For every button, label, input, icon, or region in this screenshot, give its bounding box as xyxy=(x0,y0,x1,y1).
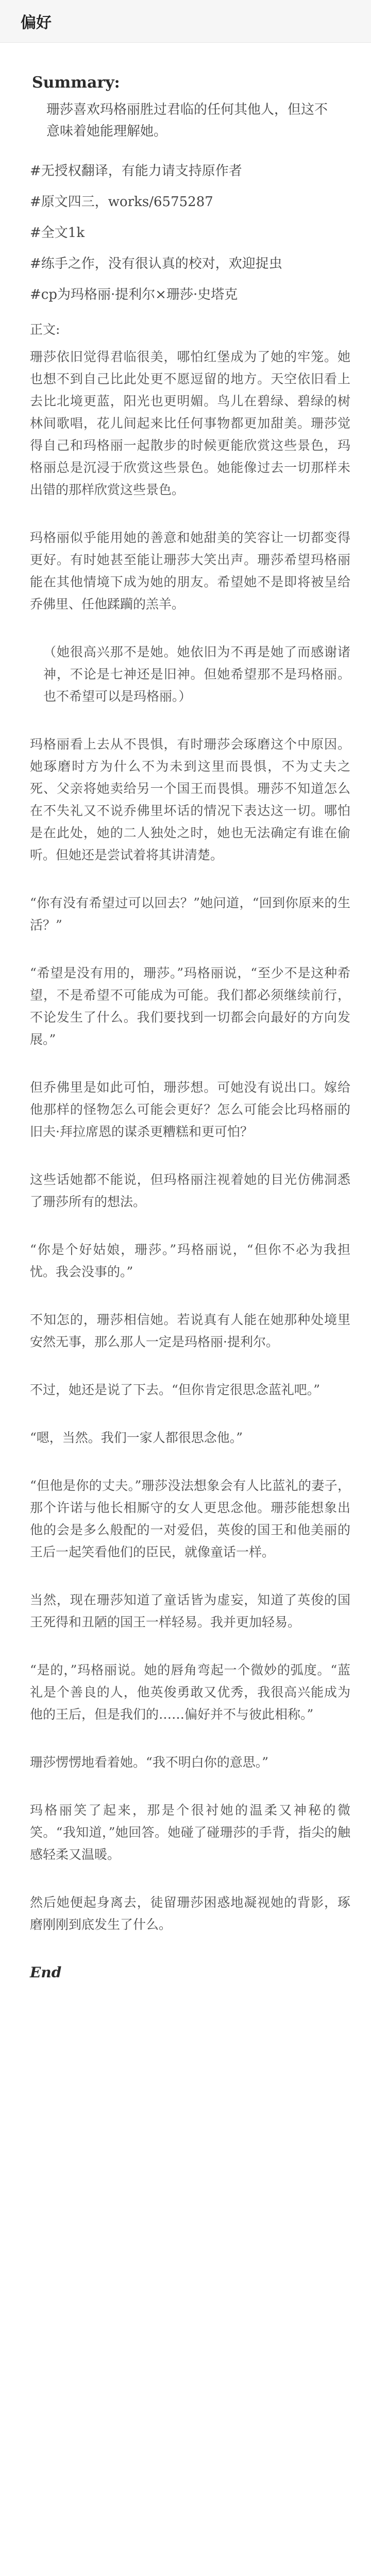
paragraph: 玛格丽看上去从不畏惧，有时珊莎会琢磨这个中原因。她琢磨时方为什么不为未到这里而畏惧，不为丈夫之死、父亲将她卖给另一个国王而畏惧。珊莎不知道怎么在不失礼又不说乔佛里坏话的情况下表达这一切。哪怕是在此处，她的二人独处之时，她也无法确定有谁在偷听。但她还是尝试着将其讲清楚。 xyxy=(30,737,350,862)
paragraph: “是的，”玛格丽说。她的唇角弯起一个微妙的弧度。“蓝礼是个善良的人，他英俊勇敢又优秀，我很高兴能成为他的王后，但是我们的……偏好并不与彼此相称。” xyxy=(30,1663,350,1722)
paragraph: 但乔佛里是如此可怕，珊莎想。可她没有说出口。嫁给他那样的怪物怎么可能会更好？怎么可能会比玛格丽的旧夫·拜拉席恩的谋杀更糟糕和更可怕？ xyxy=(30,1080,350,1139)
page-title: 偏好 xyxy=(21,14,52,32)
summary-text: 珊莎喜欢玛格丽胜过君临的任何其他人，但这不意味着她能理解她。 xyxy=(46,102,328,139)
paragraph: 当然，现在珊莎知道了童话皆为虚妄，知道了英俊的国王死得和丑陋的国王一样轻易。我并更加轻易。 xyxy=(30,1592,350,1630)
note-line: #原文四三，works/6575287 xyxy=(30,194,213,210)
article xyxy=(0,74,371,1984)
paragraph: “嗯，当然。我们一家人都很思念他。” xyxy=(30,1430,243,1445)
end-marker: End xyxy=(30,1964,62,1981)
paragraph: “但他是你的丈夫。”珊莎没法想象会有人比蓝礼的妻子，那个许诺与他长相厮守的女人更思念他。珊莎能想象出他的会是多么般配的一对爱侣，英俊的国王和他美丽的王后一起笑看他们的臣民，就像童话一样。 xyxy=(30,1478,350,1560)
note-line: #无授权翻译，有能力请支持原作者 xyxy=(30,163,242,179)
paragraph: 这些话她都不能说，但玛格丽注视着她的目光仿佛洞悉了珊莎所有的想法。 xyxy=(30,1172,350,1209)
paragraph: 然后她便起身离去，徒留珊莎困惑地凝视她的背影，琢磨刚刚到底发生了什么。 xyxy=(30,1895,350,1932)
note-line: #全文1k xyxy=(30,225,85,241)
note-line: #cp为玛格丽·提利尔×珊莎·史塔克 xyxy=(30,287,238,302)
author-notes xyxy=(30,160,350,306)
paragraph: 珊莎依旧觉得君临很美，哪怕红堡成为了她的牢笼。她也想不到自己比此处更不愿逗留的地方。天空依旧看上去比北境更蓝，阳光也更明媚。鸟儿在碧绿、碧绿的树林间歌唱，花儿间起来比任何事物都更加甜美。珊莎觉得自己和玛格丽一起散步的时候更能欣赏这些景色，玛格丽总是沉浸于欣赏这些景色。她能像过去一切那样未出错的那样欣赏这些景色。 xyxy=(30,349,350,497)
paragraph: 珊莎愣愣地看着她。“我不明白你的意思。” xyxy=(30,1755,269,1770)
body-label: 正文: xyxy=(30,322,60,337)
paragraph: “希望是没有用的，珊莎。”玛格丽说，“至少不是这种希望，不是希望不可能成为可能。我们都必须继续前行，不论发生了什么。我们要找到一切都会向最好的方向发展。” xyxy=(30,965,350,1047)
paragraph: “你是个好姑娘，珊莎。”玛格丽说，“但你不必为我担忧。我会没事的。” xyxy=(30,1242,350,1279)
paragraph: 玛格丽似乎能用她的善意和她甜美的笑容让一切都变得更好。有时她甚至能让珊莎大笑出声。珊莎希望玛格丽能在其他情境下成为她的朋友。希望她不是即将被呈给乔佛里、任他蹂躏的羔羊。 xyxy=(30,530,350,612)
story-body xyxy=(30,318,350,1984)
paragraph: 玛格丽笑了起来，那是个很衬她的温柔又神秘的微笑。“我知道，”她回答。她碰了碰珊莎的手背，指尖的触感轻柔又温暖。 xyxy=(30,1803,350,1862)
paragraph: （她很高兴那不是她。她依旧为不再是她了而感谢诸神，不论是七神还是旧神。但她希望那不是玛格丽。也不希望可以是玛格丽。） xyxy=(43,645,350,704)
paragraph: 不知怎的，珊莎相信她。若说真有人能在她那种处境里安然无事，那么那人一定是玛格丽·提利尔。 xyxy=(30,1312,350,1349)
top-bar xyxy=(0,0,371,43)
note-line: #练手之作，没有很认真的校对，欢迎捉虫 xyxy=(30,256,282,272)
summary-heading: Summary: xyxy=(32,74,120,92)
paragraph: 不过，她还是说了下去。“但你肯定很思念蓝礼吧。” xyxy=(30,1382,321,1397)
paragraph: “你有没有希望过可以回去？”她问道，“回到你原来的生活？” xyxy=(30,895,350,933)
